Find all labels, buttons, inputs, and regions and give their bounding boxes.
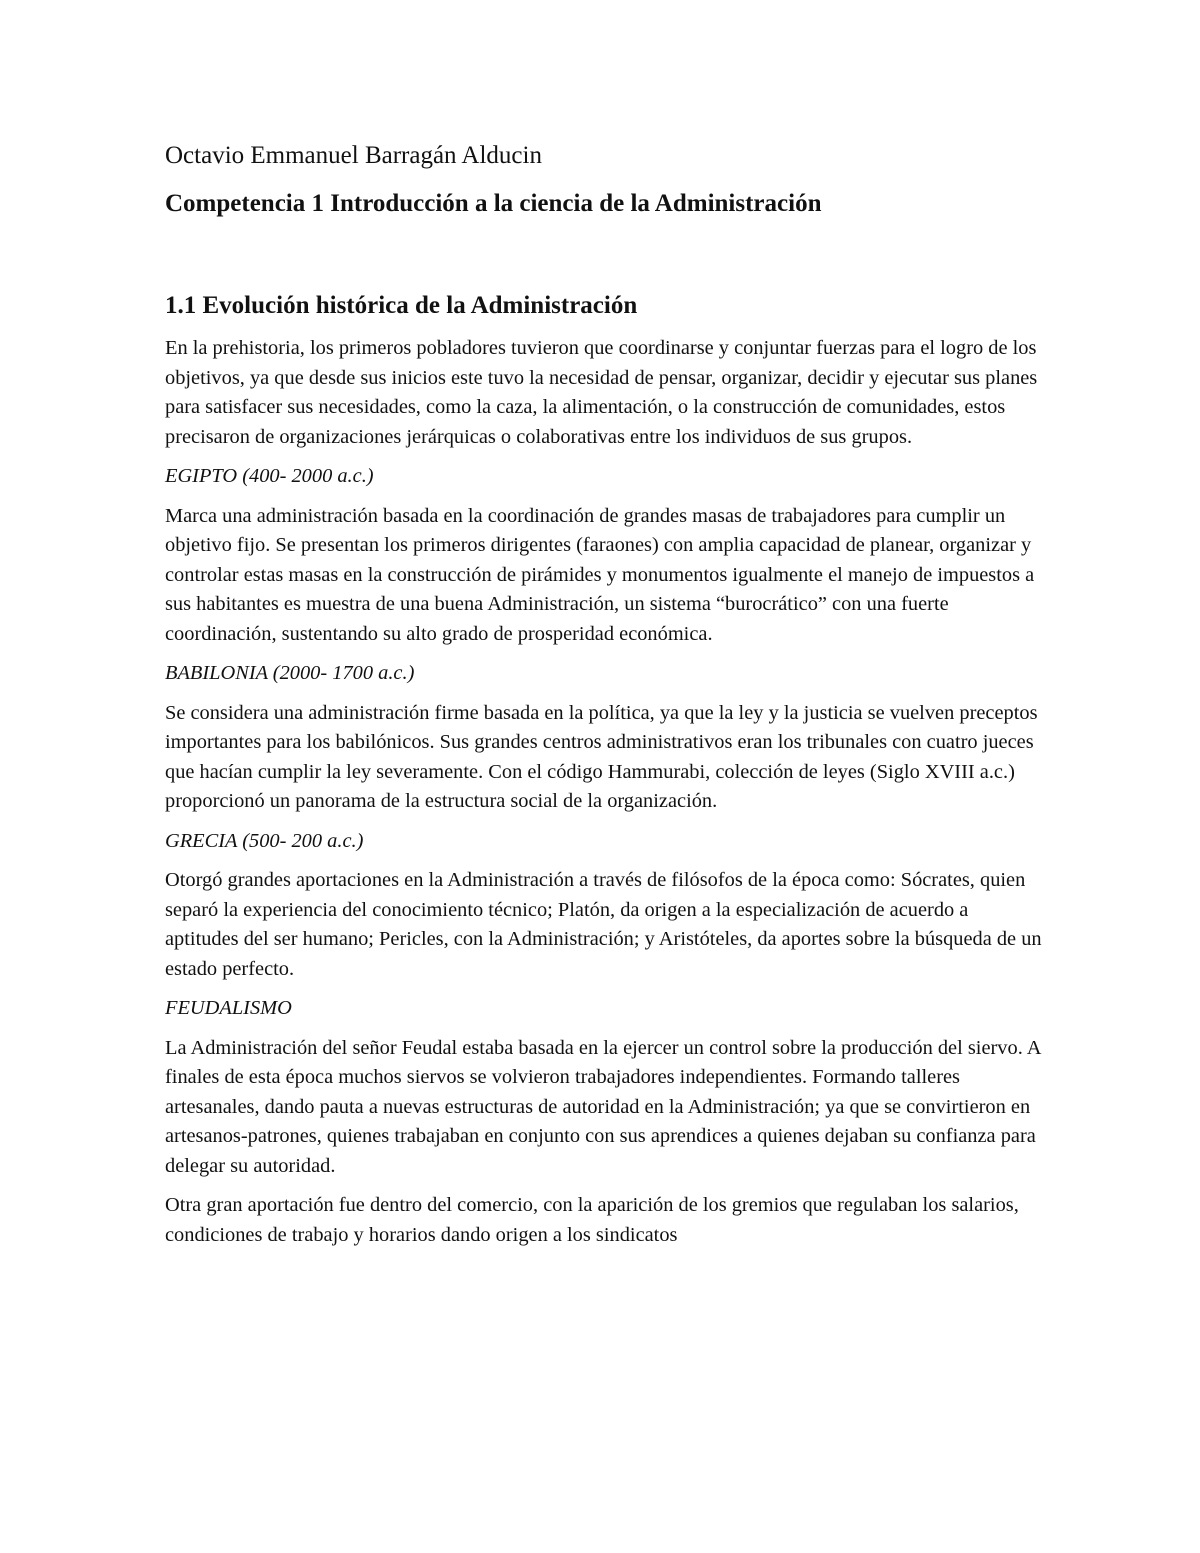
section-heading: 1.1 Evolución histórica de la Administración [165,292,638,319]
grecia-paragraph: Otorgó grandes aportaciones en la Administración a través de filósofos de la época como: Sócrates, quien separó la experiencia del conocimiento técnico; Platón, da origen a la especialización de acuerdo a aptitudes del ser humano; Pericles, con la Administración; y Aristóteles, da aportes sobre la búsqueda de un estado perfecto. [165,869,1042,980]
feudalismo-paragraph-2: Otra gran aportación fue dentro del comercio, con la aparición de los gremios que regulaban los salarios, condiciones de trabajo y horarios dando origen a los sindicatos [165,1194,1019,1246]
author-name: Octavio Emmanuel Barragán Alducin [165,142,542,169]
egipto-heading: EGIPTO (400- 2000 a.c.) [165,465,374,487]
feudalismo-paragraph: La Administración del señor Feudal estaba basada en la ejercer un control sobre la producción del siervo. A finales de esta época muchos siervos se volvieron trabajadores independientes. Formando talleres artesanales, dando pauta a nuevas estructuras de autoridad en la Administración; ya que se convirtieron en artesanos-patrones, quienes trabajaban en conjunto con sus aprendices a quienes dejaban su confianza para delegar su autoridad. [165,1036,1041,1177]
document-title: Competencia 1 Introducción a la ciencia de la Administración [165,190,822,217]
babilonia-paragraph: Se considera una administración firme basada en la política, ya que la ley y la justicia se vuelven preceptos importantes para los babilónicos. Sus grandes centros administrativos eran los tribunales con cuatro jueces que hacían cumplir la ley severamente. Con el código Hammurabi, colección de leyes (Siglo XVIII a.c.) proporcionó un panorama de la estructura social de la organización. [165,701,1038,812]
egipto-paragraph: Marca una administración basada en la coordinación de grandes masas de trabajadores para cumplir un objetivo fijo. Se presentan los primeros dirigentes (faraones) con amplia capacidad de planear, organizar y controlar estas masas en la construcción de pirámides y monumentos igualmente el manejo de impuestos a sus habitantes es muestra de una buena Administración, un sistema “burocrático” con una fuerte coordinación, sustentando su alto grado de prosperidad económica. [165,504,1035,645]
feudalismo-heading: FEUDALISMO [165,997,292,1019]
babilonia-heading: BABILONIA (2000- 1700 a.c.) [165,662,415,684]
grecia-heading: GRECIA (500- 200 a.c.) [165,829,364,852]
document-body [165,138,1045,1260]
intro-paragraph: En la prehistoria, los primeros pobladores tuvieron que coordinarse y conjuntar fuerzas para el logro de los objetivos, ya que desde sus inicios este tuvo la necesidad de pensar, organizar, decidir y ejecutar sus planes para satisfacer sus necesidades, como la caza, la alimentación, o la construcción de comunidades, estos precisaron de organizaciones jerárquicas o colaborativas entre los individuos de sus grupos. [165,337,1038,448]
